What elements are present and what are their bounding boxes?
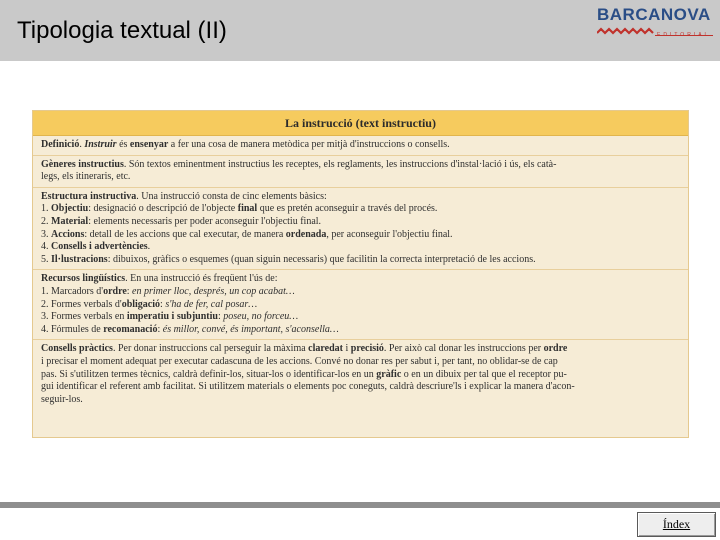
slide-title: Tipologia textual (II): [17, 17, 227, 44]
list-item: 1. Objectiu: designació o descripció de l'objecte final que es pretén aconseguir a través del procés.: [41, 203, 438, 215]
header-bar: [0, 0, 720, 61]
instruction-card: [32, 110, 689, 438]
section-estructura: Estructura instructiva. Una instrucció consta de cinc elements bàsics: 1. Objectiu: designació o descripció de l'objecte final que es pretén aconseguir a través del procés. 2. Material: elements necessaris per poder aconseguir l'objectiu final. 3. Accions: detall de les accions que cal executar, de manera ordenada, per aconseguir l'objectiu final. 4. Consells i advertències. 5. Il·lustracions: dibuixos, gràfics o esquemes (quan siguin necessaris) que facilitin la correcta interpretació de les accions.: [33, 188, 688, 271]
logo-subtitle: EDITORIAL: [657, 32, 711, 38]
list-item: 2. Material: elements necessaris per poder aconseguir l'objectiu final.: [41, 215, 322, 227]
logo-wordmark: BARCANOVA: [597, 5, 711, 24]
list-item: 3. Formes verbals en imperatiu i subjuntiu: poseu, no forceu…: [41, 311, 299, 323]
list-item: 4. Consells i advertències.: [41, 241, 151, 253]
list-item: 5. Il·lustracions: dibuixos, gràfics o esquemes (quan siguin necessaris) que facilitin la correcta interpretació de les accions.: [41, 253, 536, 265]
list-item: 4. Fórmules de recomanació: és millor, convé, és important, s'aconsella…: [41, 323, 339, 335]
section-recursos: Recursos lingüístics. En una instrucció és freqüent l'ús de: 1. Marcadors d'ordre: en primer lloc, després, un cop acabat… 2. Formes verbals d'obligació: s'ha de fer, cal posar… 3. Formes verbals en imperatiu i subjuntiu: poseu, no forceu… 4. Fórmules de recomanació: és millor, convé, és important, s'aconsella…: [33, 270, 688, 340]
index-button[interactable]: Índex: [637, 512, 716, 537]
list-item: 1. Marcadors d'ordre: en primer lloc, després, un cop acabat…: [41, 285, 295, 297]
list-item: 2. Formes verbals d'obligació: s'ha de fer, cal posar…: [41, 298, 258, 310]
barcanova-logo: [597, 5, 713, 39]
card-title: La instrucció (text instructiu): [33, 111, 688, 136]
section-definicio: Definició. Instruir és ensenyar a fer una cosa de manera metòdica per mitjà d'instruccions o consells.: [33, 136, 688, 156]
footer-bar: [0, 502, 720, 508]
list-item: 3. Accions: detall de les accions que cal executar, de manera ordenada, per aconseguir l'objectiu final.: [41, 228, 453, 240]
section-generes: Gèneres instructius. Són textos eminentment instructius les receptes, els reglaments, les instruccions d'instal·lació i ús, els catà- legs, els itineraris, etc.: [33, 156, 688, 188]
section-consells: Consells pràctics. Per donar instruccions cal perseguir la màxima claredat i precisió. Per això cal donar les instruccions per ordre i precisar el moment adequat per executar cadascuna de les accions. Convé no donar res per sabut i, per tant, no oblidar-se de cap pas. Si s'utilitzen termes tècnics, caldrà definir-los, situar-los o identificar-los en un gràfic o en un dibuix per tal que el receptor pu- gui identificar el referent amb facilitat. Si utilitzem materials o elements poc coneguts, caldrà descriure'ls i explicar la manera d'acon- seguir-los.: [41, 343, 575, 405]
